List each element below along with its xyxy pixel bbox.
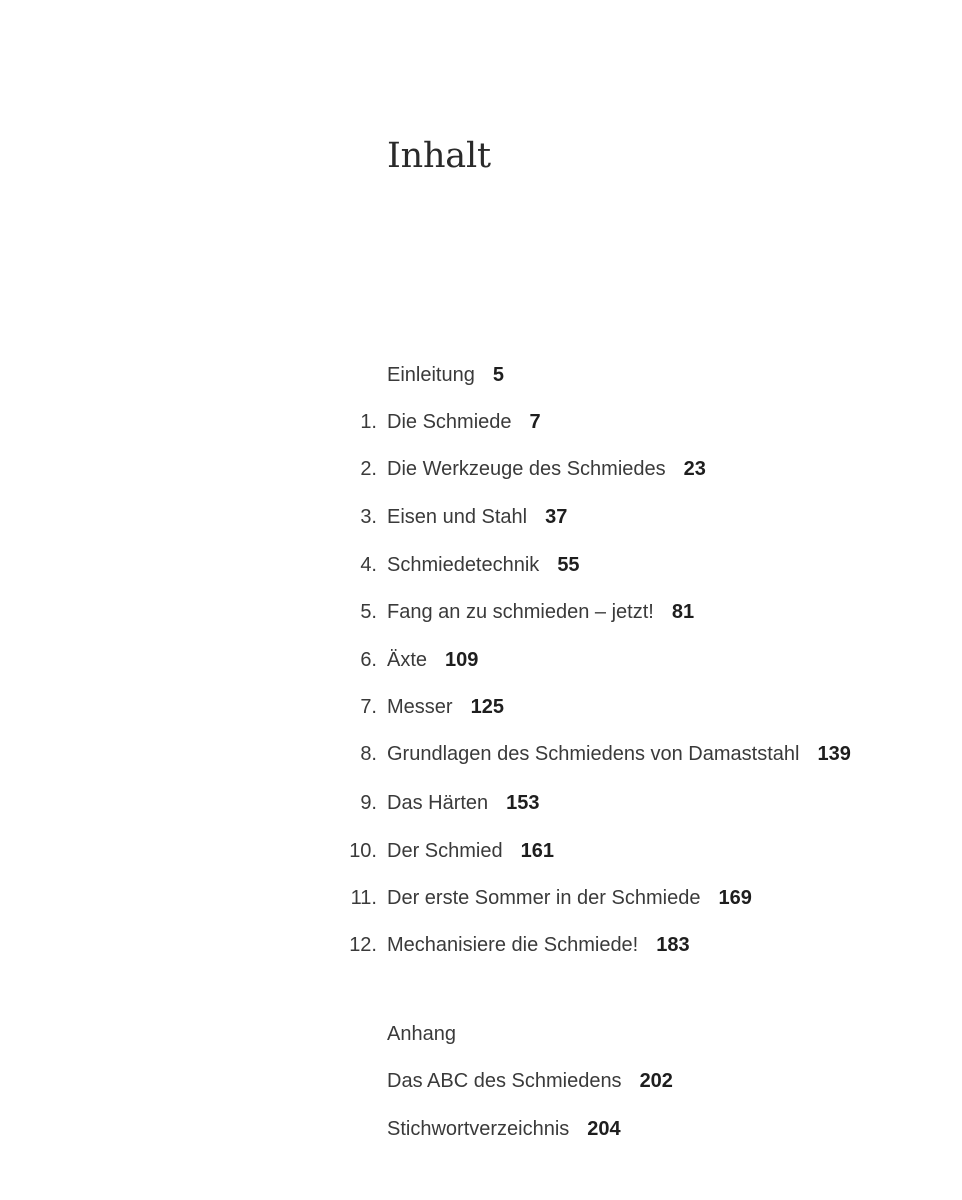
toc-entry-title: Einleitung: [387, 364, 475, 386]
toc-entry-title: Schmiedetechnik: [387, 554, 540, 576]
toc-entry-number: 10.: [349, 840, 377, 862]
appendix-entry-title: Stichwortverzeichnis: [387, 1118, 570, 1140]
appendix-heading: Anhang: [387, 1023, 456, 1045]
toc-entry-page: 153: [506, 792, 540, 814]
toc-entry-number: 4.: [360, 554, 377, 576]
toc-entry[interactable]: [0, 788, 962, 818]
toc-entry-page: 81: [671, 601, 695, 623]
toc-entry-number: 3.: [360, 506, 377, 528]
toc-entry-number: 2.: [360, 458, 377, 480]
appendix-entry[interactable]: [0, 1114, 962, 1144]
toc-entry-title: Grundlagen des Schmiedens von Damaststahl: [387, 743, 800, 765]
appendix-entry[interactable]: [0, 1066, 962, 1096]
toc-entry-page: 109: [445, 649, 479, 671]
toc-entry[interactable]: [0, 597, 962, 627]
toc-entry-page: 37: [545, 506, 568, 528]
toc-entry-number: 5.: [360, 601, 377, 623]
toc-entry[interactable]: [0, 883, 962, 913]
toc-entry-number: 9.: [360, 792, 377, 814]
toc-entry[interactable]: [0, 407, 962, 437]
toc-entry-number: 12.: [349, 934, 377, 956]
toc-entry-page: 5: [492, 364, 504, 386]
toc-entry[interactable]: [0, 836, 962, 866]
toc-entry-page: 139: [817, 743, 851, 765]
toc-entry[interactable]: [0, 454, 962, 484]
toc-entry-title: Der erste Sommer in der Schmiede: [387, 887, 701, 909]
toc-entry-number: 8.: [360, 743, 377, 765]
toc-entry-page: 183: [656, 934, 690, 956]
toc-entry-page: 55: [557, 554, 580, 576]
toc-entry-number: 1.: [360, 411, 377, 433]
appendix-entry-page: 202: [639, 1070, 673, 1092]
toc-entry[interactable]: [0, 645, 962, 675]
toc-entry-page: 7: [529, 411, 541, 433]
toc-entry-title: Eisen und Stahl: [387, 506, 528, 528]
toc-entry-number: 7.: [360, 696, 377, 718]
toc-entry[interactable]: [0, 739, 962, 769]
page-title: Inhalt: [387, 136, 491, 176]
toc-entry-title: Messer: [387, 696, 453, 718]
appendix-entry-page: 204: [587, 1118, 621, 1140]
toc-entry-number: 6.: [360, 649, 377, 671]
toc-entry-title: Das Härten: [387, 792, 489, 814]
toc-entry-title: Der Schmied: [387, 840, 503, 862]
toc-entry-title: Mechanisiere die Schmiede!: [387, 934, 639, 956]
toc-entry-page: 125: [470, 696, 504, 718]
toc-entry-page: 169: [718, 887, 752, 909]
toc-entry[interactable]: [0, 930, 962, 960]
toc-entry-title: Die Werkzeuge des Schmiedes: [387, 458, 666, 480]
appendix-heading-row: [0, 1019, 962, 1049]
toc-entry-page: 23: [683, 458, 706, 480]
toc-entry-title: Die Schmiede: [387, 411, 512, 433]
toc-entry[interactable]: [0, 360, 962, 390]
toc-entry[interactable]: [0, 692, 962, 722]
toc-entry-title: Fang an zu schmieden – jetzt!: [387, 601, 654, 623]
toc-entry-title: Äxte: [387, 649, 428, 671]
toc-entry[interactable]: [0, 502, 962, 532]
toc-entry-number: 11.: [350, 887, 377, 909]
appendix-entry-title: Das ABC des Schmiedens: [387, 1070, 622, 1092]
toc-entry-page: 161: [520, 840, 554, 862]
toc-entry[interactable]: [0, 550, 962, 580]
